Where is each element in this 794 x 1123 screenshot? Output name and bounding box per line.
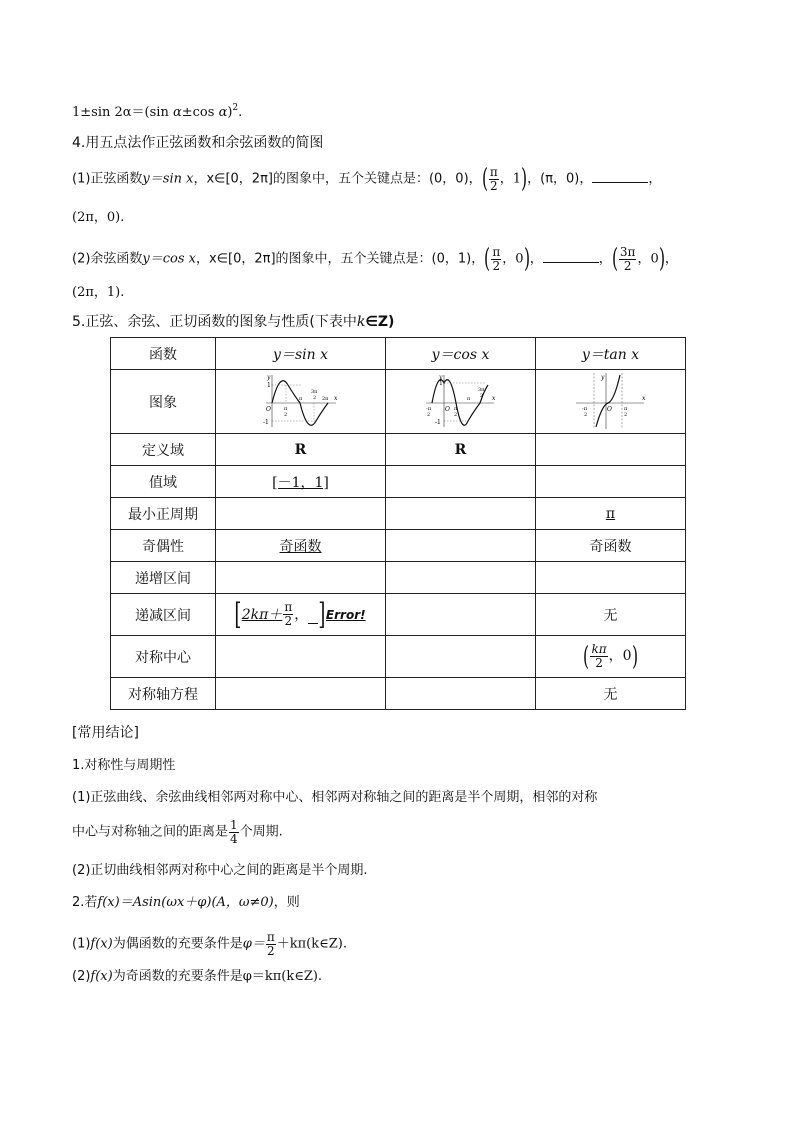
cos-decreasing (386, 594, 536, 636)
cos-parity (386, 530, 536, 562)
tan-increasing (536, 562, 686, 594)
svg-text:2: 2 (479, 392, 483, 399)
table-header-row (111, 338, 686, 370)
sin-range: [－1，1] (216, 466, 386, 498)
tan-graph-cell (536, 370, 686, 434)
row-label-parity: 奇偶性 (111, 530, 216, 562)
section4-item1-end: (2π，0). (72, 210, 125, 225)
row-label-axis: 对称轴方程 (111, 678, 216, 710)
svg-text:3π: 3π (477, 386, 484, 393)
svg-text:2π: 2π (321, 395, 328, 402)
svg-text:-1: -1 (434, 418, 441, 426)
header-tan: y＝tan x (536, 338, 686, 370)
tan-domain (536, 434, 686, 466)
section4-title: 4.用五点法作正弦函数和余弦函数的简图 (72, 135, 324, 151)
cos-center (386, 636, 536, 678)
table-row-axis (111, 678, 686, 710)
sin-axis (216, 678, 386, 710)
section4-item1: (1)正弦函数y＝sin x，x∈[0，2π]的图象中，五个关键点是：(0，0)，( $\frac{\pi}{2}$ ，1)，(π，0)， ， (72, 164, 662, 195)
svg-text:1: 1 (266, 381, 271, 389)
row-label-range: 值域 (111, 466, 216, 498)
tan-center: ( $\frac{k\pi}{2}$ ，0) (536, 636, 686, 678)
table-row-period (111, 498, 686, 530)
svg-text:π: π (466, 395, 470, 402)
row-label-domain: 定义域 (111, 434, 216, 466)
header-function: 函数 (111, 338, 216, 370)
conclusion1-item2: (2)正切曲线相邻两对称中心之间的距离是半个周期. (72, 863, 368, 878)
formula-line: 1±sin 2α＝(sin α±cos α)$^2$. (72, 103, 243, 120)
svg-text:y: y (600, 373, 604, 381)
svg-text:π: π (298, 395, 302, 402)
svg-text:x: x (641, 394, 645, 402)
conclusion2-title: 2.若f(x)＝Asin(ωx＋φ)(A，ω≠0)，则 (72, 895, 300, 910)
table-row-center (111, 636, 686, 678)
cos-axis (386, 678, 536, 710)
section5-title: 5.正弦、余弦、正切函数的图象与性质(下表中k∈Z) (72, 314, 395, 330)
tan-parity: 奇函数 (536, 530, 686, 562)
svg-text:2: 2 (312, 394, 316, 401)
error-text: Error! (325, 607, 366, 622)
svg-text:x: x (333, 394, 337, 402)
header-sin: y＝sin x (216, 338, 386, 370)
svg-text:π: π (623, 405, 627, 412)
svg-text:-π: -π (581, 405, 587, 412)
svg-text:-π: -π (425, 405, 431, 412)
sin-domain: R (216, 434, 386, 466)
svg-text:2: 2 (283, 411, 287, 418)
sin-decreasing: [2kπ＋ $\frac{\pi}{2}$ ， ]Error! (216, 594, 386, 636)
conclusion2-item1: (1)f(x)为偶函数的充要条件是φ＝ $\frac{\pi}{2}$ ＋kπ(k∈Z). (72, 930, 347, 958)
row-label-graph: 图象 (111, 370, 216, 434)
svg-text:y: y (266, 373, 270, 381)
answer-blank-1[interactable] (592, 170, 648, 183)
table-row-range (111, 466, 686, 498)
svg-text:2: 2 (453, 411, 457, 418)
table-row-decreasing (111, 594, 686, 636)
section4-item2: (2)余弦函数y＝cos x，x∈[0，2π]的图象中，五个关键点是：(0，1)，( $\frac{\pi}{2}$ ，0)， ，( $\frac{3\pi}{2}$ ，0)， (72, 244, 678, 275)
row-label-period: 最小正周期 (111, 498, 216, 530)
conclusion2-item2: (2)f(x)为奇函数的充要条件是φ＝kπ(k∈Z). (72, 969, 323, 984)
sin-graph-cell (216, 370, 386, 434)
svg-text:O: O (265, 405, 271, 413)
conclusion1-title: 1.对称性与周期性 (72, 758, 176, 773)
tan-graph (572, 371, 650, 429)
tan-period: π (536, 498, 686, 530)
sin-graph (262, 371, 340, 429)
cos-graph-cell (386, 370, 536, 434)
row-label-decreasing: 递减区间 (111, 594, 216, 636)
answer-blank-2[interactable] (543, 250, 599, 263)
svg-text:1: 1 (438, 379, 443, 387)
cos-domain: R (386, 434, 536, 466)
sin-increasing (216, 562, 386, 594)
sin-center (216, 636, 386, 678)
table-row-increasing (111, 562, 686, 594)
sin-parity: 奇函数 (216, 530, 386, 562)
svg-text:O: O (444, 405, 450, 413)
svg-text:π: π (453, 405, 457, 412)
tan-decreasing: 无 (536, 594, 686, 636)
svg-text:-1: -1 (262, 418, 269, 426)
cos-range (386, 466, 536, 498)
section4-item2-end: (2π，1). (72, 285, 125, 300)
svg-text:π: π (283, 405, 287, 412)
table-row-graph (111, 370, 686, 434)
cos-period (386, 498, 536, 530)
svg-text:2: 2 (623, 411, 627, 418)
formula-prefix: 1±sin 2α＝(sin (72, 105, 173, 120)
tan-range (536, 466, 686, 498)
table-row-parity (111, 530, 686, 562)
cos-graph (422, 371, 500, 429)
row-label-center: 对称中心 (111, 636, 216, 678)
svg-text:2: 2 (583, 411, 587, 418)
sin-period (216, 498, 386, 530)
conclusions-header: [常用结论] (72, 725, 139, 741)
header-cos: y＝cos x (386, 338, 536, 370)
svg-text:y: y (438, 373, 442, 381)
svg-text:2: 2 (426, 411, 430, 418)
conclusion1-item1-line2: 中心与对称轴之间的距离是 $\frac{1}{4}$ 个周期. (72, 818, 283, 846)
row-label-increasing: 递增区间 (111, 562, 216, 594)
conclusion1-item1-line1: (1)正弦曲线、余弦曲线相邻两对称中心、相邻两对称轴之间的距离是半个周期，相邻的对称 (72, 790, 598, 805)
properties-table (110, 337, 686, 710)
table-row-domain (111, 434, 686, 466)
svg-text:3π: 3π (310, 388, 317, 395)
svg-text:x: x (491, 394, 495, 402)
svg-text:O: O (606, 405, 612, 413)
tan-axis: 无 (536, 678, 686, 710)
cos-increasing (386, 562, 536, 594)
